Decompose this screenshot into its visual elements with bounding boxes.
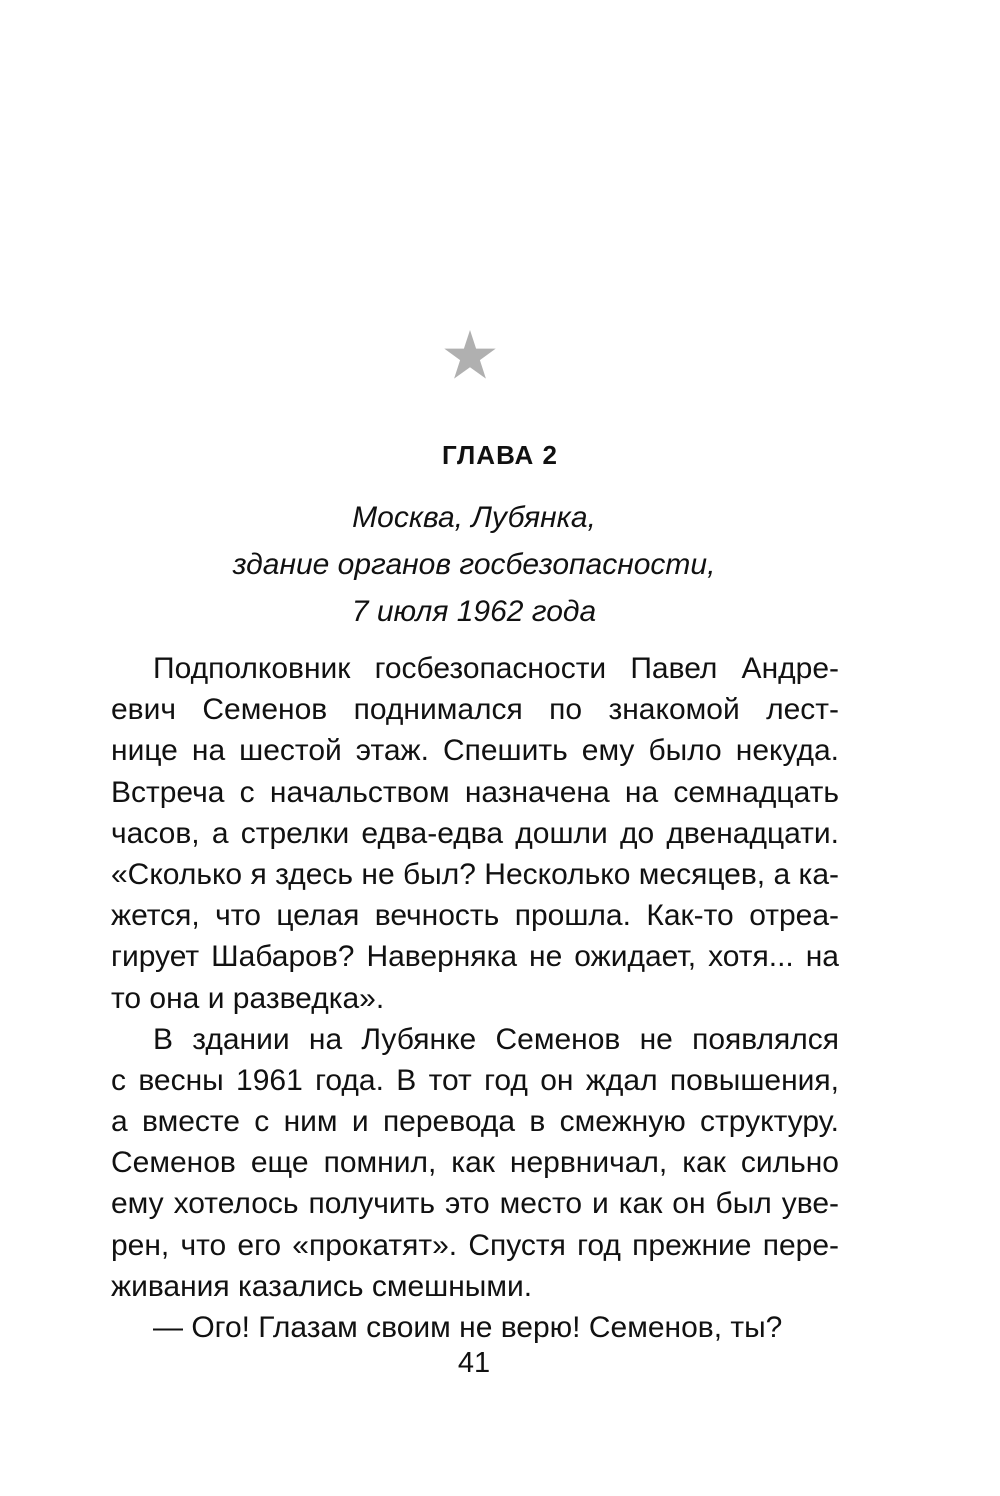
star-icon <box>444 330 496 380</box>
epigraph-line: Москва, Лубянка, <box>352 501 596 534</box>
text-line: с весны 1961 года. В тот год он ждал повышения, <box>111 1063 839 1097</box>
text-line: «Сколько я здесь не был? Несколько месяцев, а ка- <box>111 857 839 891</box>
star-shape <box>444 330 496 380</box>
paragraph <box>111 1307 839 1348</box>
star-polygon <box>444 330 495 379</box>
text-line: — Ого! Глазам своим не верю! Семенов, ты? <box>153 1311 783 1344</box>
page-number: 41 <box>457 1347 491 1379</box>
text-line: рен, что его «прокатят». Спустя год прежние пере- <box>111 1228 839 1262</box>
text-line: живания казались смешными. <box>111 1269 533 1303</box>
text-line: гирует Шабаров? Наверняка не ожидает, хотя... на <box>111 940 839 974</box>
chapter-title: ГЛАВА 2 <box>441 440 559 470</box>
text-line: то она и разведка». <box>111 981 385 1015</box>
epigraph-line: 7 июля 1962 года <box>351 595 597 628</box>
text-line: евич Семенов поднимался по знакомой лест- <box>111 693 839 727</box>
text-line: а вместе с ним и перевода в смежную структуру. <box>111 1105 839 1139</box>
text-line: часов, а стрелки едва-едва дошли до двенадцати. <box>111 816 839 850</box>
paragraph <box>111 648 839 1019</box>
text-line: ему хотелось получить это место и как он был уве- <box>111 1187 839 1221</box>
text-line: жется, что целая вечность прошла. Как-то отреа- <box>111 899 839 933</box>
epigraph <box>0 494 948 635</box>
paragraph <box>111 1019 839 1307</box>
epigraph-line: здание органов госбезопасности, <box>232 548 716 581</box>
text-line: Подполковник госбезопасности Павел Андре- <box>153 652 839 685</box>
text-line: Встреча с начальством назначена на семнадцать <box>111 775 839 809</box>
body-text <box>111 648 839 1348</box>
text-line: Семенов еще помнил, как нервничал, как сильно <box>111 1146 839 1180</box>
text-line: В здании на Лубянке Семенов не появлялся <box>153 1022 839 1056</box>
text-line: нице на шестой этаж. Спешить ему было некуда. <box>111 734 839 768</box>
